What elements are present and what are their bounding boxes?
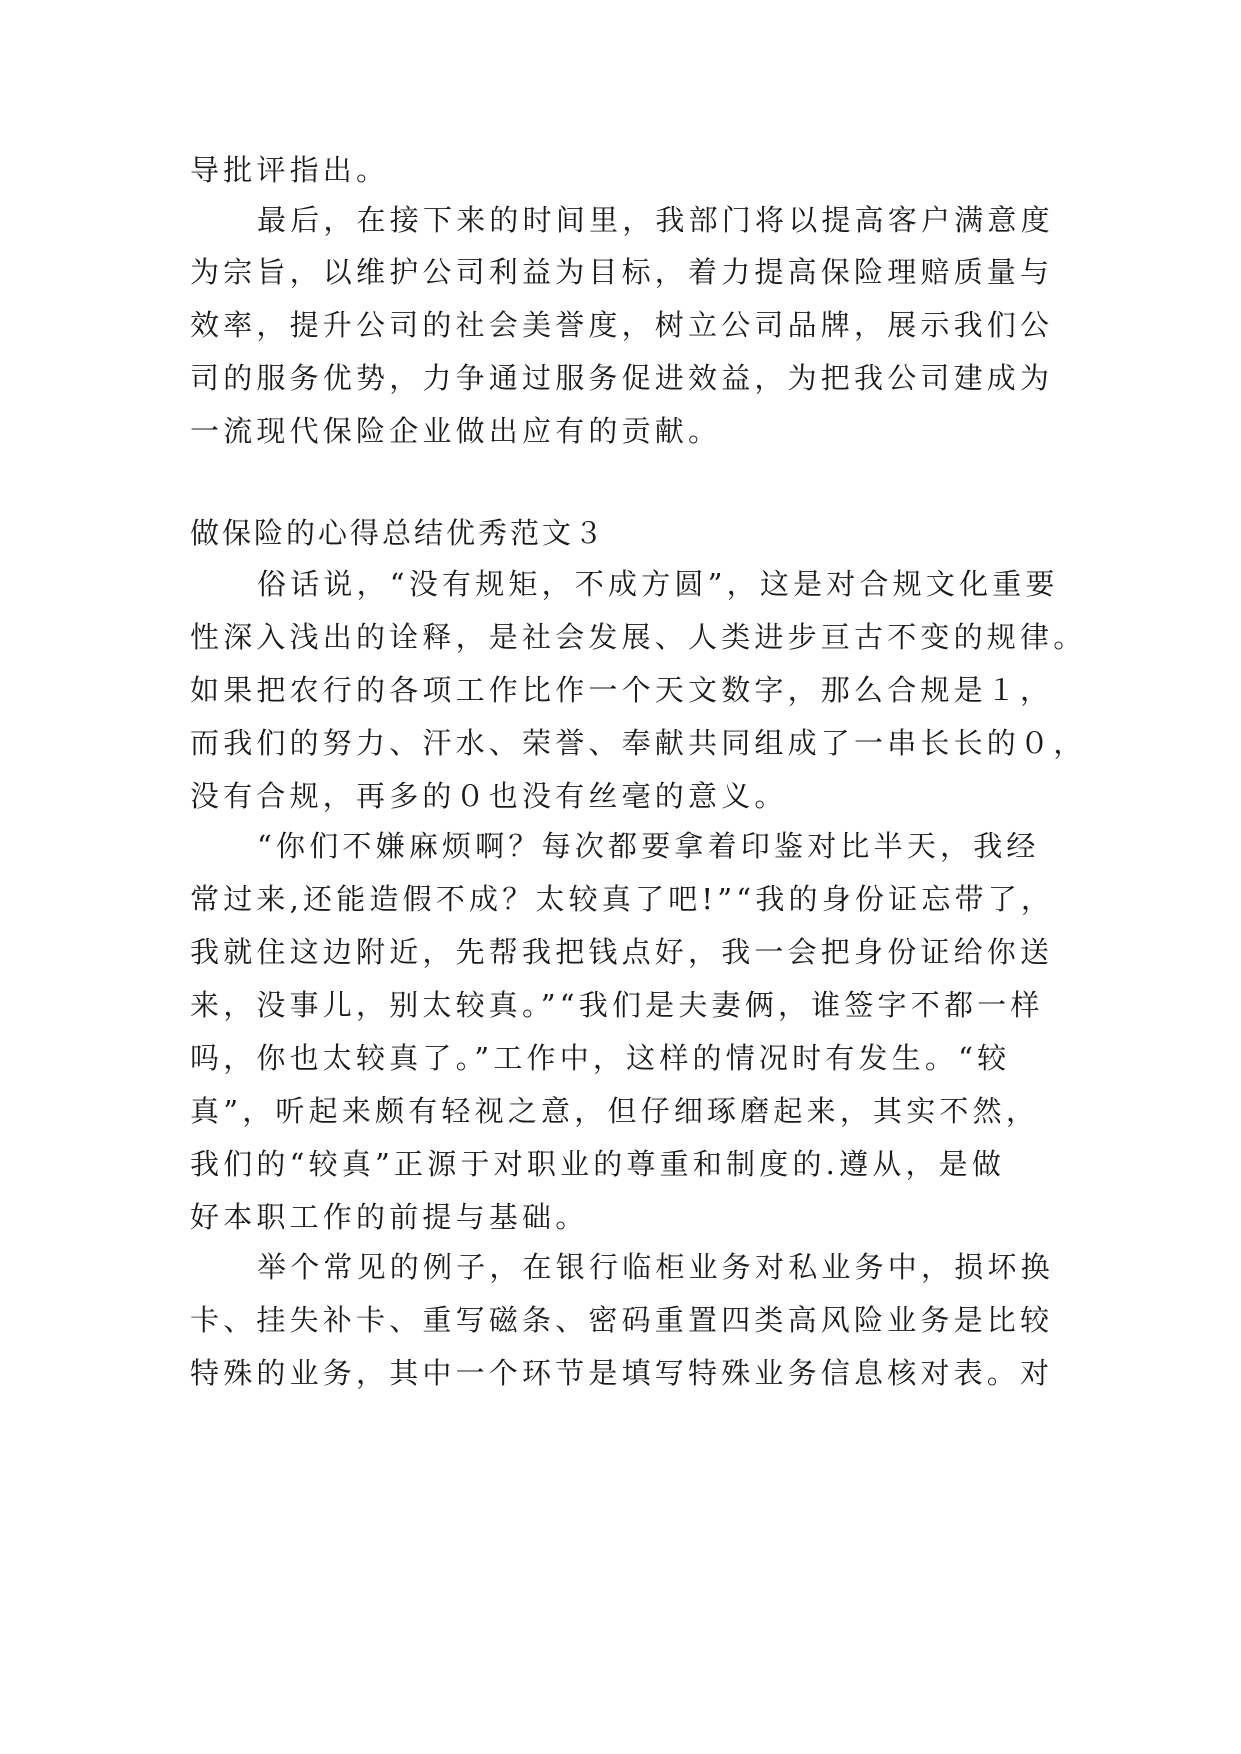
paragraph-line: 一流现代保险企业做出应有的贡献。 bbox=[190, 414, 722, 448]
paragraph-line: 没有合规，再多的０也没有丝毫的意义。 bbox=[190, 779, 788, 813]
paragraph-line: 效率，提升公司的社会美誉度，树立公司品牌，展示我们公 bbox=[190, 308, 1054, 342]
paragraph-line: 举个常见的例子，在银行临柜业务对私业务中，损坏换 bbox=[257, 1250, 1054, 1284]
paragraph-line: 特殊的业务，其中一个环节是填写特殊业务信息核对表。对 bbox=[190, 1356, 1054, 1390]
paragraph-line: 司的服务优势，力争通过服务促进效益，为把我公司建成为 bbox=[190, 361, 1054, 395]
section-heading: 做保险的心得总结优秀范文３ bbox=[190, 516, 607, 550]
paragraph-line: 来，没事儿，别太较真。”“我们是夫妻俩，谁签字不都一样 bbox=[190, 988, 1044, 1022]
paragraph-line: 我们的“较真”正源于对职业的尊重和制度的.遵从，是做 bbox=[190, 1147, 1006, 1181]
paragraph-line: 导批评指出。 bbox=[190, 153, 390, 187]
paragraph-line: 最后，在接下来的时间里，我部门将以提高客户满意度 bbox=[257, 203, 1054, 237]
paragraph-line: 而我们的努力、汗水、荣誉、奉献共同组成了一串长长的０， bbox=[190, 726, 1087, 760]
paragraph-line: 为宗旨，以维护公司利益为目标，着力提高保险理赔质量与 bbox=[190, 255, 1054, 289]
paragraph-line: 如果把农行的各项工作比作一个天文数字，那么合规是１， bbox=[190, 673, 1054, 707]
paragraph-line: 真”，听起来颇有轻视之意，但仔细琢磨起来，其实不然， bbox=[190, 1094, 1040, 1128]
paragraph-line: 吗，你也太较真了。”工作中，这样的情况时有发生。“较 bbox=[190, 1041, 1011, 1075]
paragraph-line: 卡、挂失补卡、重写磁条、密码重置四类高风险业务是比较 bbox=[190, 1303, 1054, 1337]
paragraph-line: 我就住这边附近，先帮我把钱点好，我一会把身份证给你送 bbox=[190, 935, 1054, 969]
paragraph-line: 俗话说，“没有规矩，不成方圆”，这是对合规文化重要 bbox=[257, 567, 1059, 601]
paragraph-line: 好本职工作的前提与基础。 bbox=[190, 1200, 589, 1234]
paragraph-line: 性深入浅出的诠释，是社会发展、人类进步亘古不变的规律。 bbox=[190, 620, 1087, 654]
paragraph-line: “你们不嫌麻烦啊？每次都要拿着印鉴对比半天，我经 bbox=[257, 829, 1040, 863]
paragraph-line: 常过来,还能造假不成？太较真了吧!”“我的身份证忘带了， bbox=[190, 882, 1055, 916]
